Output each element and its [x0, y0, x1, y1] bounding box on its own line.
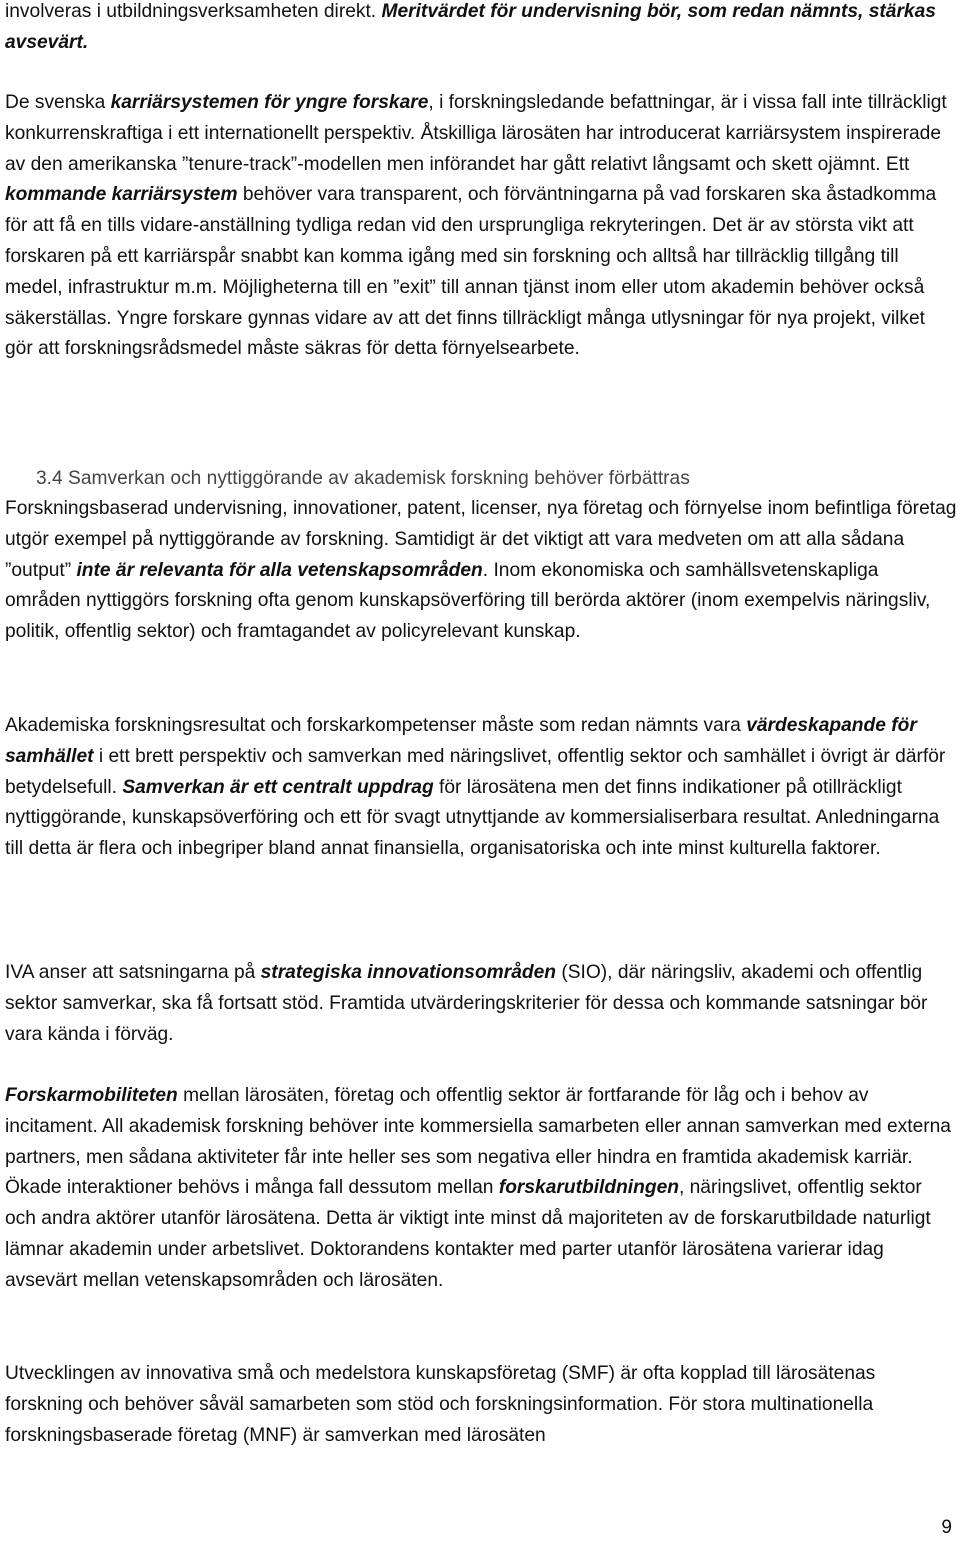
emphasis-text: kommande karriärsystem — [5, 184, 238, 206]
emphasis-text: inte är relevanta för alla vetenskapsområden — [76, 559, 483, 581]
paragraph-teaching-merit — [5, 0, 957, 59]
emphasis-text: karriärsystemen för yngre forskare — [110, 92, 429, 113]
text-segment: , i forskningsledande befattningar, är i vissa fall inte tillräckligt konkurrenskraftiga i ett internationellt perspektiv. Åtskilliga lärosäten har introducerat karriärsystem inspirerade av den amerikanska ”tenure-track”-modellen men införandet har gått relativt långsamt och skett ojämnt. Ett — [5, 92, 947, 175]
paragraph-research-output — [5, 494, 957, 648]
text-segment: , näringslivet, offentlig sektor och andra aktörer utanför lärosätena. Detta är viktigt inte minst då majoriteten av de forskarutbildade naturligt lämnar akademin under arbetslivet. Doktorandens kontakter med parter utanför lärosätena varierar idag avsevärt mellan vetenskapsområden och lärosäten. — [5, 1177, 931, 1291]
text-segment: mellan lärosäten, företag och offentlig sektor är fortfarande för låg och i behov av incitament. All akademisk forskning behöver inte kommersiella samarbeten eller annan samverkan med externa partners, men sådana aktiviteter får inte heller ses som negativa eller hindra en framtida akademisk karriär. Ökade interaktioner behövs i många fall dessutom mellan — [5, 1085, 951, 1199]
paragraph-smf-mnf — [5, 1359, 957, 1451]
text-segment: (SIO), där näringsliv, akademi och offentlig sektor samverkar, ska få fortsatt stöd. Framtida utvärderingskriterier för dessa och kommande satsningar bör vara kända i förväg. — [5, 962, 928, 1045]
text-segment: Akademiska forskningsresultat och forskarkompetenser måste som redan nämnts vara — [5, 715, 747, 736]
section-title: Samverkan och nyttiggörande av akademisk forskning behöver förbättras — [68, 468, 690, 489]
text-segment: . Inom ekonomiska och samhällsvetenskapliga områden nyttiggörs forskning ofta genom kunskapsöverföring till berörda aktörer (inom exempelvis näringsliv, politik, offentlig sektor) och framtagandet av policyrelevant kunskap. — [5, 559, 931, 643]
emphasis-text: Forskarmobiliteten — [5, 1085, 178, 1106]
section-number: 3.4 — [36, 468, 63, 489]
paragraph-sio — [5, 958, 957, 1050]
text-segment: Utvecklingen av innovativa små och medelstora kunskapsföretag (SMF) är ofta kopplad till lärosätenas forskning och behöver såväl samarbeten som stöd och forskningsinformation. För stora multinationella forskningsbaserade företag (MNF) är samverkan med lärosäten — [5, 1363, 876, 1446]
emphasis-text: värdeskapande för samhället — [5, 715, 917, 767]
page-number: 9 — [941, 1517, 952, 1538]
emphasis-text: forskarutbildningen — [498, 1177, 679, 1199]
text-segment: IVA anser att satsningarna på — [5, 962, 261, 983]
text-segment: behöver vara transparent, och förväntningarna på vad forskaren ska åstadkomma för att få en tills vidare-anställning tydliga redan vid den ursprungliga rekryteringen. Det är av största vikt att forskaren på ett karriärspår snabbt kan komma igång med sin forskning och alltså har tillräcklig tillgång till medel, infrastruktur m.m. Möjligheterna till en ”exit” till annan tjänst inom eller utom akademin behöver också säkerställas. Yngre forskare gynnas vidare av att det finns tillräckligt många utlysningar för nya projekt, vilket gör att forskningsrådsmedel måste säkras för detta förnyelsearbete. — [5, 184, 937, 360]
emphasis-text: Meritvärdet för undervisning bör, som redan nämnts, stärkas avsevärt. — [5, 1, 936, 53]
text-segment: i ett brett perspektiv och samverkan med näringslivet, offentlig sektor och samhället i övrigt är därför betydelsefull. — [5, 745, 946, 798]
text-segment: för lärosätena men det finns indikationer på otillräckligt nyttiggörande, kunskapsöverföring och ett för svagt utnyttjande av kommersialiserbara resultat. Anledningarna till detta är flera och inbegriper bland annat finansiella, organisatoriska och inte minst kulturella faktorer. — [5, 776, 940, 860]
text-segment: Forskningsbaserad undervisning, innovationer, patent, licenser, nya företag och förnyelse inom befintliga företag utgör exempel på nyttiggörande av forskning. Samtidigt är det viktigt att vara medveten om att alla sådana ”output” — [5, 498, 957, 581]
paragraph-value-creation — [5, 711, 957, 865]
text-segment: involveras i utbildningsverksamheten direkt. — [5, 1, 382, 22]
paragraph-researcher-mobility — [5, 1081, 957, 1297]
emphasis-text: Samverkan är ett centralt uppdrag — [122, 776, 434, 798]
section-heading — [5, 464, 957, 494]
text-segment: De svenska — [5, 92, 111, 113]
paragraph-career-systems — [5, 88, 957, 365]
emphasis-text: strategiska innovationsområden — [260, 962, 556, 983]
